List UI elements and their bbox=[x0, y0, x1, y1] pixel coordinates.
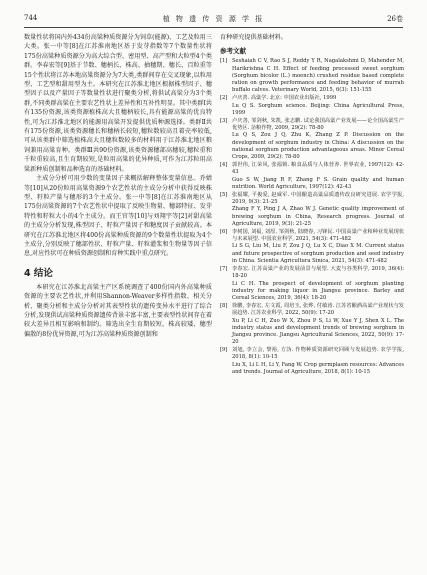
reference-text: 卢庆善, 邹剑秋, 朱凯, 张志鹏. 试论我国高粱产业发展——论全国高粱生产优势区. 杂粮作物, 2009, 29(2): 78-80 bbox=[232, 117, 404, 131]
references-heading: 参考文献 bbox=[220, 47, 246, 56]
reference-number bbox=[220, 177, 232, 191]
reference-text: Lu Q S. Sorghum science. Beijing: China Agricultural Press, 1999 bbox=[232, 102, 404, 116]
reference-text: 徐鹏, 李春宏, 左文霞, 周培玉, 张烨, 付敏涛. 江苏省酿酒高粱产业现状与发展趋势. 江苏农业科学, 2022, 50(9): 17-20 bbox=[232, 302, 404, 316]
page-header bbox=[24, 14, 403, 26]
reference-text: 李树国, 刘福, 刘厚, 邹剑秋, 陆晓春, 习锋民. 中国高粱产业和种业发展现状与未来展望. 中国农业科学, 2021, 54(3): 471-482 bbox=[232, 228, 404, 242]
reference-entry bbox=[220, 192, 404, 206]
reference-entry bbox=[220, 347, 404, 361]
body-paragraph: 育种研究提供基础材料。 bbox=[220, 34, 288, 41]
reference-number bbox=[220, 281, 232, 303]
reference-number: [8] bbox=[220, 302, 228, 309]
volume-label: 26卷 bbox=[387, 15, 403, 23]
reference-entry bbox=[220, 303, 404, 317]
reference-entry bbox=[220, 132, 404, 161]
reference-text: Xu P, Li C H, Zuo W X, Zhou P S, Li W, Xue Y J, Shen X L. The industry status and development trends of brewing sorghum in Jiangsu province. Jiangsu Agricultural Sciences, 2022, 50(9): 17-20 bbox=[232, 317, 404, 346]
reference-entry bbox=[220, 162, 404, 176]
page-number: 744 bbox=[24, 14, 38, 22]
reference-entry bbox=[220, 177, 404, 191]
reference-number bbox=[220, 132, 232, 161]
header-rule bbox=[24, 27, 403, 28]
reference-text: Li S G, Liu M, Liu F, Zou J Q, Lu X C, Diao X M. Current status and future prospective of sorghum production and seed industry in China. Scientia Agricultura Sinica, 2021, 54(3): 471-482 bbox=[232, 243, 404, 264]
reference-number: [3] bbox=[220, 117, 228, 124]
reference-text: 李春宏. 江苏高粱产业的发展前景与展望. 大麦与谷类科学, 2019, 36(4): 18-20 bbox=[232, 265, 404, 279]
reference-entry bbox=[220, 206, 404, 228]
reference-entry bbox=[220, 95, 404, 102]
reference-text: Li C H. The prospect of development of sorghum planting industry for making liquor in Jiangsu province. Barley and Cereal Sciences, 2019, 36(4): 18-20 bbox=[232, 280, 404, 301]
reference-text: Zhang F Y, Ping J A, Zhao W J. Genetic quality improvement of brewing sorghum in China, Research progress. Journal of Agriculture, 2019, 9(3): 21-25 bbox=[232, 206, 404, 227]
reference-entry bbox=[220, 362, 404, 376]
reference-number: [9] bbox=[220, 346, 228, 353]
reference-number bbox=[220, 362, 232, 376]
right-column bbox=[220, 33, 404, 377]
reference-number bbox=[220, 318, 232, 347]
reference-entry bbox=[220, 318, 404, 347]
reference-number: [6] bbox=[220, 228, 228, 235]
reference-entry bbox=[220, 266, 404, 280]
reference-entry bbox=[220, 281, 404, 303]
reference-entry bbox=[220, 58, 404, 94]
reference-text: 卢庆善. 高粱学. 北京: 中国农业出版社, 1999 bbox=[232, 94, 337, 101]
reference-entry bbox=[220, 229, 404, 243]
journal-title: 植 物 遗 传 资 源 学 报 bbox=[162, 15, 265, 23]
reference-number bbox=[220, 206, 232, 228]
reference-text: Seshaiah C V, Rao S J, Reddy Y R, Nagalakshmi D, Mahender M, Harikrishna C H. Effect of feeding processed sweet sorghum (Sorghum bicolor (L.) moench) crushed residue based complete ration on growth performance and feeding behavior of murrah buffalo calves. Veterinary World, 2015, 6(3): 151-155 bbox=[232, 58, 404, 94]
reference-number bbox=[220, 243, 232, 265]
reference-entry bbox=[220, 243, 404, 265]
reference-text: 郭世伟, 江荣风, 张福锁. 粮食品质与人体营养. 世界农业, 1997(12): 42-43 bbox=[232, 161, 404, 175]
reference-number: [5] bbox=[220, 191, 228, 198]
reference-number: [7] bbox=[220, 265, 228, 272]
section-heading: 4 结论 bbox=[24, 267, 53, 279]
reference-number bbox=[220, 103, 232, 117]
reference-text: Lu Q S, Zou J Q, Zhu K, Zhang Z P. Discussion on the development of sorghum industry in China: A discussion on the national sorghum production advantageous areas. Minor Cereal Crops, 2009, 29(2): 78-80 bbox=[232, 132, 404, 161]
reference-entry bbox=[220, 103, 404, 117]
reference-number: [1] bbox=[220, 58, 228, 65]
reference-text: 张福耀, 平俊爱, 赵威军. 中国酿造高粱品质遗传改良研究进展. 农学学报, 2019, 9(3): 21-25 bbox=[232, 191, 404, 205]
reference-text: Guo S W, Jiang R F, Zhang F S. Grain quality and human nutrition. World Agriculture, 1997(12): 42-43 bbox=[232, 176, 404, 190]
reference-entry bbox=[220, 118, 404, 132]
reference-list bbox=[220, 58, 404, 376]
body-paragraph: 主成分分析可用少数的变量因子来概括解释整体变量信息。乔婧等[10]从20份粒用高粱资源9个农艺性状的主成分分析中获得反映株型、籽粒产量与穗形的3个主成分。张一中等[8]在江苏淮南地区从175份高粱资源的7个农艺性状中提取了反映生物量、穗部特征、发芽特性和籽粒大小的4个主成分。而王官等[10]与刘翔宇等[2]对甜高粱的主成分分析发现,株型因子、籽粒产量因子和糖度因子贡献较高。本研究在江苏淮北地区将400份高粱种质资源的9个数量性状提取为4个主成分,分别反映了穗部性状、籽粒产量、籽粒灌浆和生物量等因子信息,对应性状可在种质资源创制和育种实践中重点研究。 bbox=[24, 175, 212, 258]
reference-number: [4] bbox=[220, 161, 228, 168]
reference-number: [2] bbox=[220, 94, 228, 101]
reference-text: 刘旭, 李立会, 黎裕, 方沩. 作物种质资源研究回顾与发展趋势. 农学学报, 2018, 8(1): 10-15 bbox=[232, 346, 404, 361]
conclusion-paragraph: 本研究在江苏淮北高粱主产区系统调查了400份国内外高粱种质资源的主要农艺性状,并利用Shannon-Weaver多样性指数、相关分析、聚类分析和主成分分析对其表型性状的遗传变异水平进行了综合分析,发现供试高粱种质资源遗传背景丰富丰富,主要表型性状间存在着较大差异且相互影响和制约。筛选出全生育期较短、株高较矮、穗型偏散的8份优异资源,可为江苏高粱种质资源创制和 bbox=[24, 283, 212, 338]
left-column bbox=[24, 33, 212, 339]
reference-text: Liu X, Li L H, Li Y, Fang W. Crop germplasm resources: Advances and trends. Journal of Agriculture, 2018, 8(1): 10-15 bbox=[232, 361, 404, 375]
body-paragraph: 数量性状将国内外434份高粱种质资源分为饲草(能源)、工艺及粒用三大类。张一中等[8]在江苏淮南地区基于发芽指数等7个数量性状将175份高粱种质资源分为高大综合型、密用型、高产型和大粒型4个类群。李春宏等[9]基于节数、穗柄长、株高、抽穗期、穗长、百粒重等15个性状将江苏本地高粱资源分为7大类,类群间存在交叉现象,以粒用型、工艺型和甜用型为主。本研究在江苏淮北地区根据株型因子、穗型因子以及产量因子等数量性状进行聚类分析,将供试高粱分为3个类群,不同类群高粱在主要农艺性状上差异性和互补性明显。其中类群Ⅰ共有135份资源,该类资源植株高大且穗柄较长,具有能源高粱的优良特性,可为江苏淮北地区的能源用高粱开发提供优质种源选择。类群Ⅱ共有175份资源,该类资源穗长和穗柄长较短,穗粒数较高且着壳率较低,可从该类群中筛选植株高大且穗粒数较多的材料用于江苏淮北地区粮饲兼用高粱育种。类群Ⅲ共90份资源,该类资源穗部高穗较,穗粒重和千粒重较高,且生育期较短,是粒用高粱的优异种质,可作为江苏粒用高粱新种质创制和品种选育的基础材料。 bbox=[24, 34, 212, 173]
